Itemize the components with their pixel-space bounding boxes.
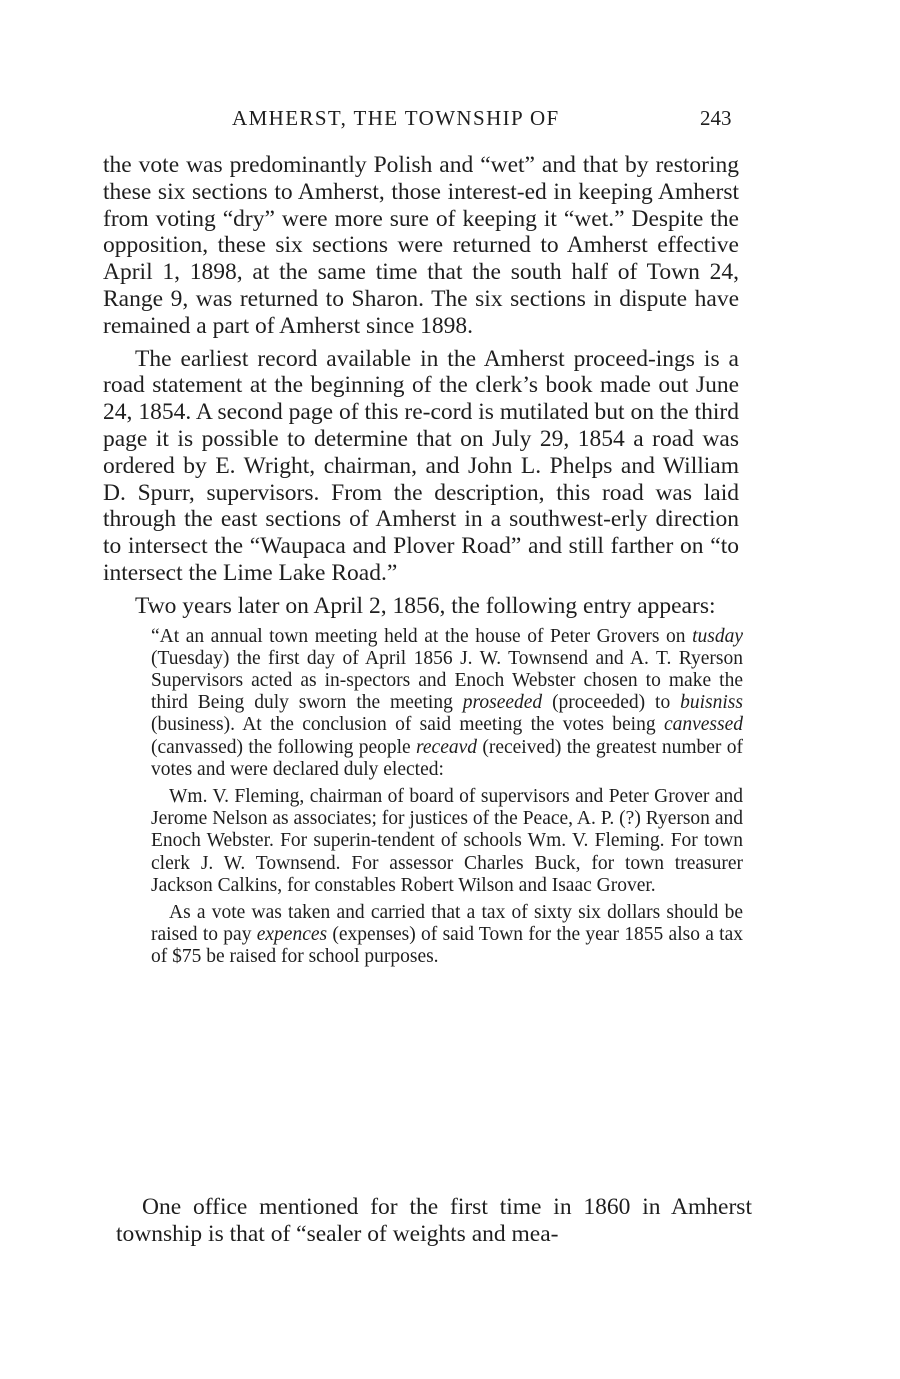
closing-text (116, 1194, 752, 1248)
quotation-paragraph-meeting: “At an annual town meeting held at the house of Peter Grovers on tusday (Tuesday) the first day of April 1856 J. W. Townsend and A. T. Ryerson Supervisors acted as in-spectors and Enoch Webster chosen to make the third Being duly sworn the meeting proseeded (proceeded) to buisniss (business). At the conclusion of said meeting the votes being canvessed (canvassed) the following people receavd (received) the greatest number of votes and were declared duly elected: (151, 625, 743, 780)
page-number: 243 (700, 106, 732, 130)
running-title: AMHERST, THE TOWNSHIP OF (232, 106, 560, 130)
paragraph-sealer-office: One office mentioned for the first time in 1860 in Amherst township is that of “sealer of weights and mea- (116, 1194, 752, 1247)
main-text (103, 152, 743, 974)
quotation-paragraph-officers: Wm. V. Fleming, chairman of board of supervisors and Peter Grover and Jerome Nelson as associates; for justices of the Peace, A. P. (?) Ryerson and Enoch Webster. For superin-tendent of schools Wm. V. Fleming. For town clerk J. W. Townsend. For assessor Charles Buck, for town treasurer Jackson Calkins, for constables Robert Wilson and Isaac Grover. (151, 785, 743, 896)
running-head (0, 106, 900, 136)
paragraph-entry-intro: Two years later on April 2, 1856, the following entry appears: (135, 592, 716, 619)
paragraph-earliest-record: The earliest record available in the Amherst proceed-ings is a road statement at the beginning of the clerk’s book made out June 24, 1854. A second page of this re-cord is mutilated but on the third page it is possible to determine that on July 29, 1854 a road was ordered by E. Wright, chairman, and John L. Phelps and William D. Spurr, supervisors. From the description, this road was laid through the east sections of Amherst in a southwest-erly direction to intersect the “Waupaca and Plover Road” and still farther on “to intersect the Lime Lake Road.” (103, 345, 739, 586)
block-quotation (151, 626, 743, 969)
paragraph-continuation: the vote was predominantly Polish and “wet” and that by restoring these six sections to Amherst, those interest-ed in keeping Amherst from voting “dry” were more sure of keeping it “wet.” Despite the opposition, these six sections were returned to Amherst effective April 1, 1898, at the same time that the south half of Town 24, Range 9, was returned to Sharon. The six sections in dispute have remained a part of Amherst since 1898. (103, 152, 739, 339)
quotation-paragraph-tax: As a vote was taken and carried that a tax of sixty six dollars should be raised to pay expences (expenses) of said Town for the year 1855 also a tax of $75 be raised for school purposes. (151, 901, 743, 968)
